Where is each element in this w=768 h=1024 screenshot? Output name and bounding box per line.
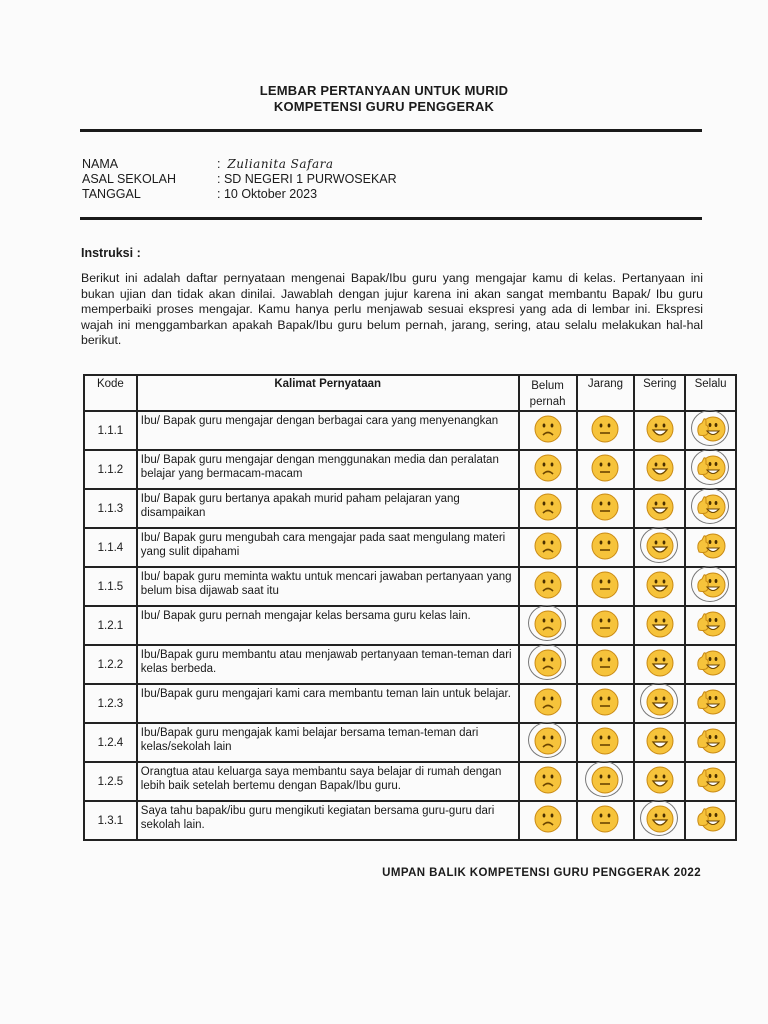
neutral-face-icon: [590, 687, 620, 717]
row-statement: Ibu/ Bapak guru mengajar dengan berbagai cara yang menyenangkan: [137, 411, 519, 450]
selected-mark: [640, 683, 678, 719]
thumbs-up-face-icon: [696, 570, 726, 600]
option-selalu[interactable]: [685, 411, 736, 450]
thumbs-up-face-icon: [696, 453, 726, 483]
row-statement: Ibu/Bapak guru mengajari kami cara membantu teman lain untuk belajar.: [137, 684, 519, 723]
option-selalu[interactable]: [685, 489, 736, 528]
sad-face-icon: [533, 414, 563, 444]
neutral-face-icon: [590, 453, 620, 483]
table-row: [84, 450, 736, 489]
thumbs-up-face-icon: [696, 531, 726, 561]
option-selalu[interactable]: [685, 567, 736, 606]
row-statement: Ibu/ Bapak guru mengajar dengan menggunakan media dan peralatan belajar yang bermacam-macam: [137, 450, 519, 489]
option-jarang[interactable]: [577, 606, 635, 645]
option-sering[interactable]: [634, 528, 685, 567]
option-jarang[interactable]: [577, 723, 635, 762]
thumbs-up-face-icon: [696, 726, 726, 756]
selected-mark: [691, 410, 729, 446]
sad-face-icon: [533, 531, 563, 561]
thumbs-up-face-icon: [696, 687, 726, 717]
option-jarang[interactable]: [577, 645, 635, 684]
sad-face-icon: [533, 492, 563, 522]
option-sering[interactable]: [634, 645, 685, 684]
smiling-face-icon: [645, 570, 675, 600]
row-code: 1.2.2: [84, 645, 137, 684]
tanggal-label: TANGGAL: [82, 187, 141, 201]
header-belum: Belum pernah: [519, 375, 577, 411]
option-jarang[interactable]: [577, 411, 635, 450]
nama-label: NAMA: [82, 157, 119, 171]
selected-mark: [528, 605, 566, 641]
row-statement: Saya tahu bapak/ibu guru mengikuti kegiatan bersama guru-guru dari sekolah lain.: [137, 801, 519, 840]
neutral-face-icon: [590, 648, 620, 678]
neutral-face-icon: [590, 726, 620, 756]
row-code: 1.2.5: [84, 762, 137, 801]
option-selalu[interactable]: [685, 684, 736, 723]
option-selalu[interactable]: [685, 762, 736, 801]
option-jarang[interactable]: [577, 528, 635, 567]
footer-text: UMPAN BALIK KOMPETENSI GURU PENGGERAK 2022: [382, 867, 701, 879]
row-code: 1.1.3: [84, 489, 137, 528]
option-belum[interactable]: [519, 567, 577, 606]
selected-mark: [640, 800, 678, 836]
bottom-rule: [80, 217, 702, 220]
option-belum[interactable]: [519, 450, 577, 489]
table-row: [84, 684, 736, 723]
option-selalu[interactable]: [685, 723, 736, 762]
table-row: [84, 801, 736, 840]
instructions-text: Berikut ini adalah daftar pernyataan mengenai Bapak/Ibu guru yang mengajar kamu di kelas. Pertanyaan ini bukan ujian dan tidak akan dinilai. Jawablah dengan jujur karena ini akan sangat membantu Bapak/ Ibu guru memperbaiki proses mengajar. Kamu hanya perlu menjawab sesuai ekspresi yang ada di lembar ini. Ekspresi wajah ini menggambarkan apakah Bapak/Ibu guru belum pernah, jarang, sering, atau selalu melakukan hal-hal berikut.: [81, 271, 703, 348]
selected-mark: [528, 644, 566, 680]
neutral-face-icon: [590, 414, 620, 444]
neutral-face-icon: [590, 492, 620, 522]
option-sering[interactable]: [634, 606, 685, 645]
thumbs-up-face-icon: [696, 804, 726, 834]
selected-mark: [528, 722, 566, 758]
table-row: [84, 606, 736, 645]
header-kalimat: Kalimat Pernyataan: [137, 375, 519, 411]
row-code: 1.1.1: [84, 411, 137, 450]
option-selalu[interactable]: [685, 606, 736, 645]
neutral-face-icon: [590, 609, 620, 639]
table-row: [84, 567, 736, 606]
option-sering[interactable]: [634, 489, 685, 528]
option-sering[interactable]: [634, 567, 685, 606]
thumbs-up-face-icon: [696, 609, 726, 639]
row-code: 1.1.2: [84, 450, 137, 489]
row-statement: Orangtua atau keluarga saya membantu saya belajar di rumah dengan lebih baik setelah bertemu dengan Bapak/Ibu guru.: [137, 762, 519, 801]
option-sering[interactable]: [634, 450, 685, 489]
smiling-face-icon: [645, 687, 675, 717]
smiling-face-icon: [645, 453, 675, 483]
smiling-face-icon: [645, 726, 675, 756]
row-code: 1.1.5: [84, 567, 137, 606]
thumbs-up-face-icon: [696, 648, 726, 678]
page-title-line1: LEMBAR PERTANYAAN UNTUK MURID: [259, 83, 509, 98]
option-jarang[interactable]: [577, 684, 635, 723]
option-jarang[interactable]: [577, 567, 635, 606]
smiling-face-icon: [645, 609, 675, 639]
neutral-face-icon: [590, 804, 620, 834]
neutral-face-icon: [590, 765, 620, 795]
option-belum[interactable]: [519, 606, 577, 645]
option-sering[interactable]: [634, 411, 685, 450]
option-sering[interactable]: [634, 723, 685, 762]
smiling-face-icon: [645, 804, 675, 834]
option-belum[interactable]: [519, 528, 577, 567]
row-code: 1.2.1: [84, 606, 137, 645]
option-belum[interactable]: [519, 645, 577, 684]
page-title-line2: KOMPETENSI GURU PENGGERAK: [273, 99, 495, 114]
top-rule: [80, 129, 702, 132]
option-belum[interactable]: [519, 489, 577, 528]
row-code: 1.3.1: [84, 801, 137, 840]
smiling-face-icon: [645, 765, 675, 795]
option-belum[interactable]: [519, 411, 577, 450]
option-jarang[interactable]: [577, 489, 635, 528]
option-jarang[interactable]: [577, 762, 635, 801]
row-code: 1.2.3: [84, 684, 137, 723]
header-sering: Sering: [634, 375, 685, 411]
smiling-face-icon: [645, 492, 675, 522]
table-row: [84, 723, 736, 762]
option-sering[interactable]: [634, 684, 685, 723]
thumbs-up-face-icon: [696, 414, 726, 444]
student-info: NAMA : Zulianita Safara ASAL SEKOLAH : SD NEGERI 1 PURWOSEKAR TANGGAL : 10 Oktober 2023: [82, 157, 397, 201]
smiling-face-icon: [645, 648, 675, 678]
row-code: 1.2.4: [84, 723, 137, 762]
option-belum[interactable]: [519, 801, 577, 840]
sekolah-value: : SD NEGERI 1 PURWOSEKAR: [217, 172, 397, 186]
header-jarang: Jarang: [577, 375, 635, 411]
table-row: [84, 762, 736, 801]
header-kode: Kode: [84, 375, 137, 411]
sad-face-icon: [533, 726, 563, 756]
sekolah-label: ASAL SEKOLAH: [82, 172, 177, 186]
option-selalu[interactable]: [685, 450, 736, 489]
sad-face-icon: [533, 453, 563, 483]
row-statement: Ibu/ bapak guru meminta waktu untuk mencari jawaban pertanyaan yang belum bisa dijawab saat itu: [137, 567, 519, 606]
selected-mark: [691, 449, 729, 485]
row-statement: Ibu/Bapak guru membantu atau menjawab pertanyaan teman-teman dari kelas berbeda.: [137, 645, 519, 684]
sad-face-icon: [533, 765, 563, 795]
thumbs-up-face-icon: [696, 765, 726, 795]
sad-face-icon: [533, 804, 563, 834]
option-selalu[interactable]: [685, 528, 736, 567]
option-belum[interactable]: [519, 762, 577, 801]
option-selalu[interactable]: [685, 645, 736, 684]
sad-face-icon: [533, 570, 563, 600]
option-selalu[interactable]: [685, 801, 736, 840]
option-sering[interactable]: [634, 801, 685, 840]
option-jarang[interactable]: [577, 450, 635, 489]
header-selalu: Selalu: [685, 375, 736, 411]
row-statement: Ibu/ Bapak guru pernah mengajar kelas bersama guru kelas lain.: [137, 606, 519, 645]
smiling-face-icon: [645, 414, 675, 444]
thumbs-up-face-icon: [696, 492, 726, 522]
sad-face-icon: [533, 648, 563, 678]
table-row: [84, 528, 736, 567]
table-row: [84, 645, 736, 684]
table-row: [84, 411, 736, 450]
option-sering[interactable]: [634, 762, 685, 801]
tanggal-value: : 10 Oktober 2023: [217, 187, 318, 201]
smiling-face-icon: [645, 531, 675, 561]
neutral-face-icon: [590, 531, 620, 561]
row-code: 1.1.4: [84, 528, 137, 567]
table-row: [84, 489, 736, 528]
sad-face-icon: [533, 609, 563, 639]
option-belum[interactable]: [519, 723, 577, 762]
row-statement: Ibu/Bapak guru mengajak kami belajar bersama teman-teman dari kelas/sekolah lain: [137, 723, 519, 762]
selected-mark: [691, 566, 729, 602]
option-jarang[interactable]: [577, 801, 635, 840]
option-belum[interactable]: [519, 684, 577, 723]
survey-table: [83, 374, 737, 841]
selected-mark: [691, 488, 729, 524]
instructions-title: Instruksi :: [81, 246, 141, 260]
sad-face-icon: [533, 687, 563, 717]
neutral-face-icon: [590, 570, 620, 600]
nama-value: Zulianita Safara: [227, 157, 334, 171]
selected-mark: [640, 527, 678, 563]
row-statement: Ibu/ Bapak guru bertanya apakah murid paham pelajaran yang disampaikan: [137, 489, 519, 528]
row-statement: Ibu/ Bapak guru mengubah cara mengajar pada saat mengulang materi yang sulit dipahami: [137, 528, 519, 567]
